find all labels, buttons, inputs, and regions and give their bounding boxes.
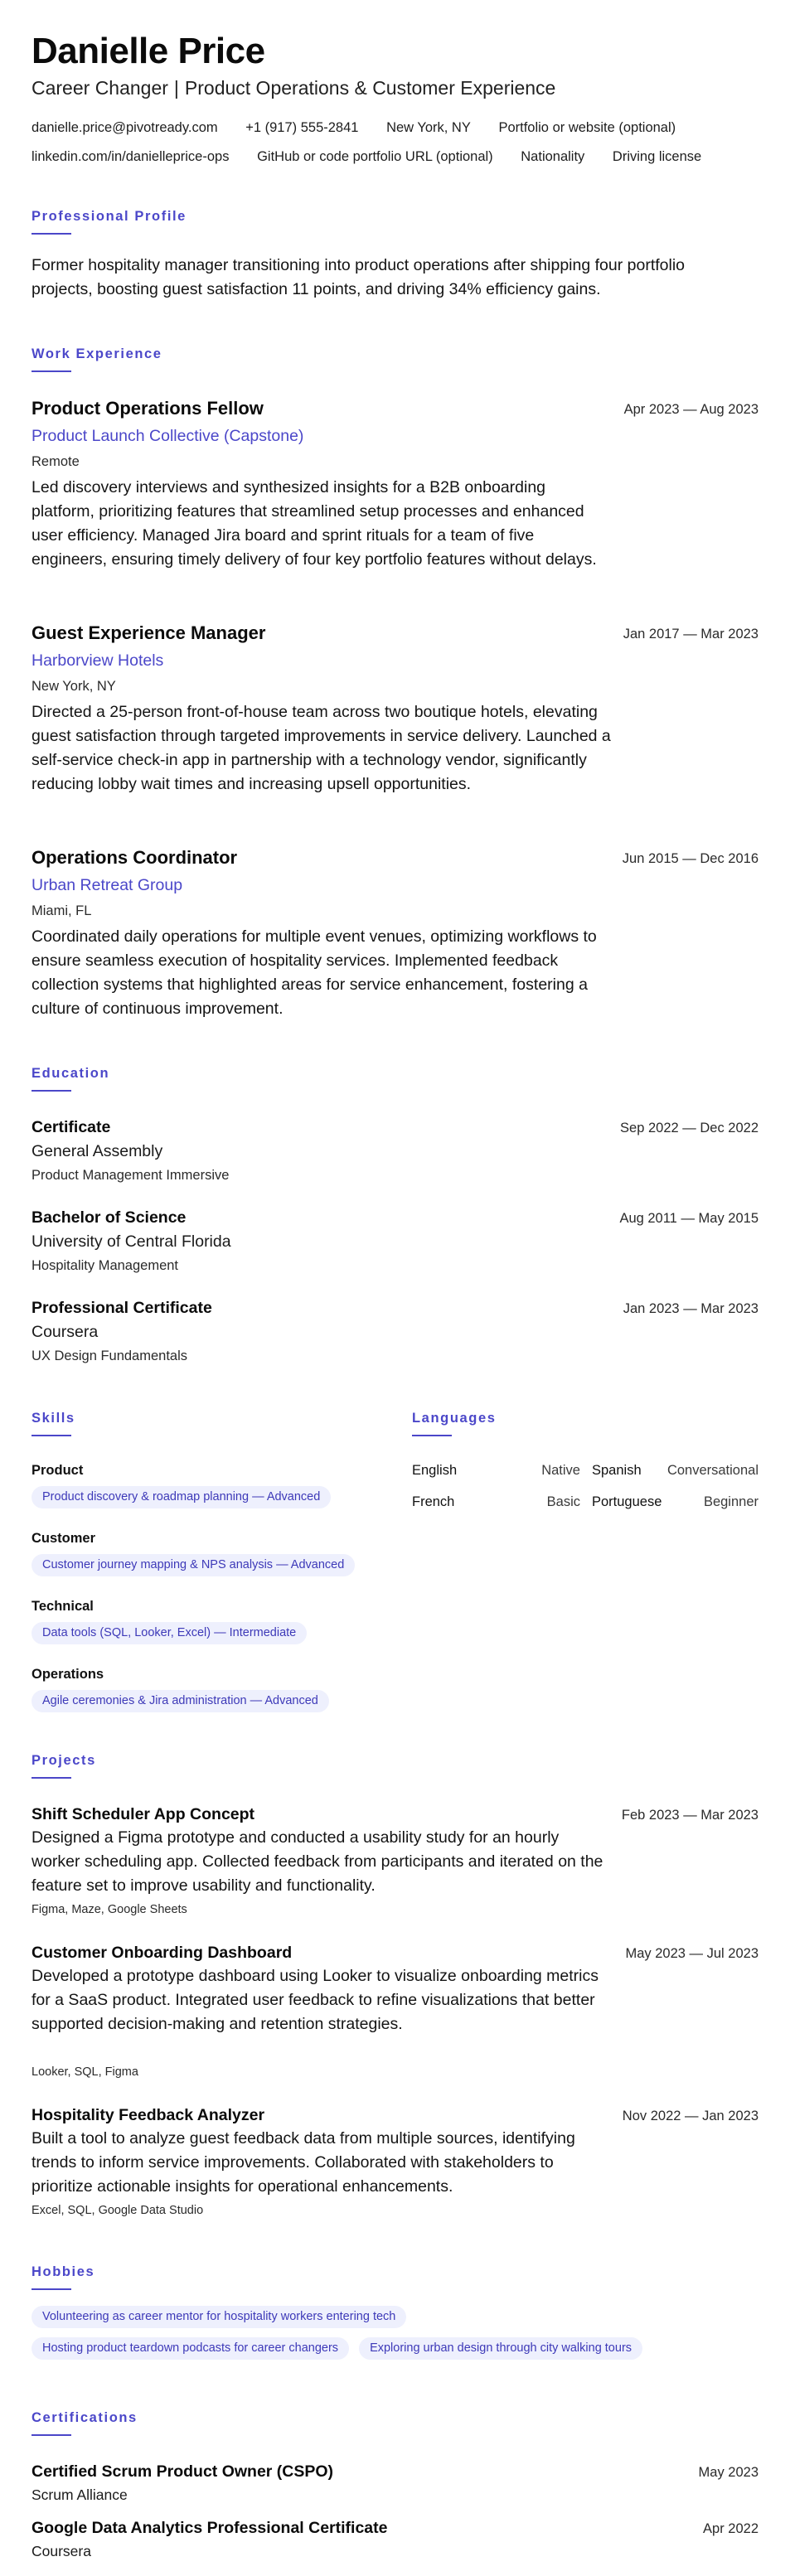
skill-chip: Product discovery & roadmap planning — Advanced <box>32 1486 331 1508</box>
profile-summary: Former hospitality manager transitioning into product operations after shipping four portfolio projects, boosting guest satisfaction 11 points, and driving 34% efficiency gains. <box>32 256 686 298</box>
skill-group-label: Product <box>32 1463 84 1478</box>
language-name: English <box>412 1463 458 1478</box>
language-level: Conversational <box>666 1463 758 1478</box>
section-title-skills: Skills <box>32 1411 75 1426</box>
section-rule <box>32 2288 71 2290</box>
language-level: Beginner <box>703 1494 758 1509</box>
job-dates: Jun 2015 — Dec 2016 <box>622 851 758 866</box>
hobby-chip: Exploring urban design through city walking tours <box>359 2337 642 2360</box>
job-dates: Apr 2023 — Aug 2023 <box>623 402 758 417</box>
job-company: Product Launch Collective (Capstone) <box>32 427 304 445</box>
skill-group-label: Customer <box>32 1531 96 1546</box>
section-rule <box>32 1435 71 1436</box>
education-field: UX Design Fundamentals <box>32 1349 188 1363</box>
section-rule <box>32 233 71 235</box>
education-field: Product Management Immersive <box>32 1168 230 1183</box>
contact-email[interactable]: danielle.price@pivotready.com <box>32 120 218 135</box>
job-title: Guest Experience Manager <box>32 622 266 643</box>
headline <box>32 75 555 101</box>
certification-issuer: Coursera <box>32 2543 91 2559</box>
language-level: Basic <box>546 1494 580 1509</box>
project-tools: Excel, SQL, Google Data Studio <box>32 2204 204 2217</box>
contact-row-1 <box>32 118 700 138</box>
project-tools: Figma, Maze, Google Sheets <box>32 1903 187 1916</box>
hobby-chip-row <box>32 2337 652 2360</box>
education-dates: Aug 2011 — May 2015 <box>619 1211 758 1226</box>
section-title-certifications: Certifications <box>32 2410 138 2425</box>
section-title-experience: Work Experience <box>32 346 162 361</box>
project-tools: Looker, SQL, Figma <box>32 2065 138 2079</box>
education-dates: Sep 2022 — Dec 2022 <box>620 1121 758 1135</box>
section-title-education: Education <box>32 1066 110 1081</box>
contact-linkedin[interactable]: linkedin.com/in/danielleprice-ops <box>32 149 230 164</box>
certification-name: Certified Scrum Product Owner (CSPO) <box>32 2462 334 2481</box>
contact-phone[interactable]: +1 (917) 555-2841 <box>245 120 359 135</box>
job-dates: Jan 2017 — Mar 2023 <box>623 627 758 642</box>
certification-name: Google Data Analytics Professional Certificate <box>32 2519 388 2537</box>
job-description: Coordinated daily operations for multiple event venues, optimizing workflows to ensure seamless execution of hospitality services. Implemented feedback collection systems that highlighted areas for service enhancement, fostering a culture of continuous improvement. <box>32 927 597 1018</box>
headline-right: Product Operations & Customer Experience <box>184 77 556 99</box>
skill-chip-row <box>32 1690 339 1712</box>
section-rule <box>412 1435 452 1436</box>
education-degree: Bachelor of Science <box>32 1208 187 1227</box>
skill-chip: Agile ceremonies & Jira administration — Advanced <box>32 1690 329 1712</box>
project-dates: Feb 2023 — Mar 2023 <box>621 1808 758 1823</box>
job-title: Operations Coordinator <box>32 847 238 868</box>
project-title: Hospitality Feedback Analyzer <box>32 2106 265 2124</box>
education-institution: General Assembly <box>32 1142 163 1160</box>
project-description: Built a tool to analyze guest feedback data from multiple sources, identifying trends to inform service improvements. Collaborated with stakeholders to prioritize actionable insights for operational enhancements. <box>32 2129 575 2196</box>
project-description: Developed a prototype dashboard using Looker to visualize onboarding metrics for a SaaS product. Integrated user feedback to refine visualizations that better supported decision-making and retention strategies. <box>32 1967 599 2033</box>
job-location: Miami, FL <box>32 903 92 918</box>
education-dates: Jan 2023 — Mar 2023 <box>623 1301 758 1316</box>
job-description: Directed a 25-person front-of-house team across two boutique hotels, elevating guest satisfaction through targeted improvements in service delivery. Launched a self-service check-in app in partnership with a technology vendor, significantly reducing lobby wait times and increasing upsell opportunities. <box>32 703 611 793</box>
language-name: Portuguese <box>592 1494 662 1509</box>
contact-location: New York, NY <box>386 120 471 135</box>
education-institution: Coursera <box>32 1323 99 1341</box>
candidate-name: Danielle Price <box>32 31 265 71</box>
contact-github[interactable]: GitHub or code portfolio URL (optional) <box>257 149 493 164</box>
project-description: Designed a Figma prototype and conducted a usability study for an hourly worker scheduling app. Collected feedback from participants and iterated on the feature set to improve usability and functionality. <box>32 1828 603 1895</box>
language-level: Native <box>541 1463 580 1478</box>
skill-chip-row <box>32 1622 317 1644</box>
skill-chip: Data tools (SQL, Looker, Excel) — Intermediate <box>32 1622 307 1644</box>
project-title: Shift Scheduler App Concept <box>32 1805 255 1823</box>
contact-nationality: Nationality <box>521 149 585 164</box>
headline-left: Career Changer <box>32 77 168 99</box>
job-title: Product Operations Fellow <box>32 398 264 419</box>
section-title-profile: Professional Profile <box>32 209 187 224</box>
skill-group-label: Operations <box>32 1667 104 1682</box>
hobby-chip-row <box>32 2306 416 2328</box>
project-dates: Nov 2022 — Jan 2023 <box>622 2109 758 2123</box>
language-name: Spanish <box>592 1463 642 1478</box>
certification-issuer: Scrum Alliance <box>32 2486 128 2503</box>
section-rule <box>32 1777 71 1779</box>
language-name: French <box>412 1494 455 1509</box>
skill-chip-row <box>32 1554 365 1576</box>
education-field: Hospitality Management <box>32 1258 179 1273</box>
project-title: Customer Onboarding Dashboard <box>32 1944 293 1962</box>
contact-portfolio[interactable]: Portfolio or website (optional) <box>498 120 676 135</box>
job-company: Harborview Hotels <box>32 651 164 670</box>
hobby-chip: Hosting product teardown podcasts for career changers <box>32 2337 349 2360</box>
education-degree: Certificate <box>32 1118 111 1136</box>
section-title-languages: Languages <box>412 1411 497 1426</box>
section-title-projects: Projects <box>32 1753 96 1768</box>
skill-group-label: Technical <box>32 1599 94 1614</box>
job-company: Urban Retreat Group <box>32 876 183 894</box>
job-description: Led discovery interviews and synthesized insights for a B2B onboarding platform, prioritizing features that streamlined setup processes and enhanced user efficiency. Managed Jira board and sprint rituals for a team of five engineers, ensuring timely delivery of four key portfolio features without delays. <box>32 478 597 569</box>
job-location: New York, NY <box>32 679 116 694</box>
certification-date: Apr 2022 <box>703 2521 758 2536</box>
contact-driving-license: Driving license <box>612 149 702 164</box>
contact-row-2 <box>32 147 725 167</box>
section-title-hobbies: Hobbies <box>32 2264 95 2279</box>
education-degree: Professional Certificate <box>32 1299 212 1317</box>
headline-separator: | <box>173 77 179 99</box>
section-rule <box>32 2434 71 2436</box>
section-rule <box>32 370 71 372</box>
skill-chip-row <box>32 1486 341 1508</box>
certification-date: May 2023 <box>698 2465 758 2480</box>
skill-chip: Customer journey mapping & NPS analysis — Advanced <box>32 1554 355 1576</box>
education-institution: University of Central Florida <box>32 1232 231 1251</box>
job-location: Remote <box>32 454 80 469</box>
hobby-chip: Volunteering as career mentor for hospitality workers entering tech <box>32 2306 406 2328</box>
project-dates: May 2023 — Jul 2023 <box>625 1946 758 1961</box>
section-rule <box>32 1090 71 1092</box>
